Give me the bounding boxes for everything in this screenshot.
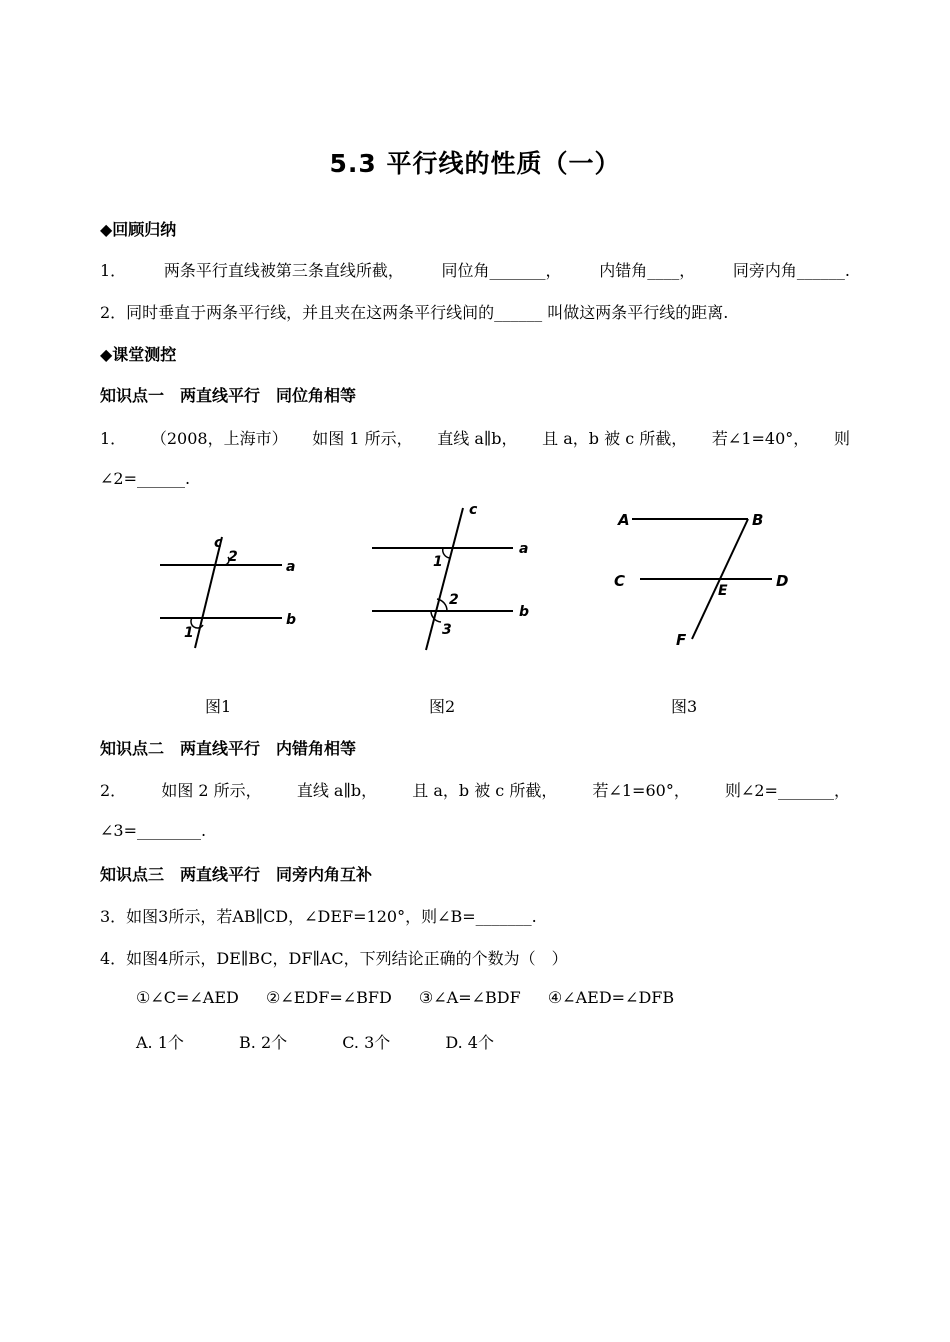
fig1-label-1: 1	[184, 625, 194, 641]
q4-choice-d: D. 4个	[445, 1033, 494, 1052]
q-part: 直线 a∥b，	[296, 781, 378, 800]
q4-statement: ④∠AED=∠DFB	[547, 988, 675, 1007]
class-question-1-line2: ∠2=______.	[100, 469, 191, 488]
q4-choice-c: C. 3个	[342, 1033, 391, 1052]
q-part: （2008，上海市）	[150, 429, 288, 448]
knowledge-point-2: 知识点二 两直线平行 内错角相等	[100, 739, 357, 758]
q1-part: 同旁内角______.	[732, 261, 850, 280]
q1-part: 同位角_______，	[441, 261, 562, 280]
page-title: 5.3 平行线的性质（一）	[329, 149, 621, 178]
knowledge-point-1: 知识点一 两直线平行 同位角相等	[100, 386, 357, 405]
q-part: 且 a，b 被 c 所截，	[412, 781, 558, 800]
q-part: 2．	[100, 781, 127, 800]
fig1-label-2: 2	[228, 549, 238, 565]
class-question-2-line2: ∠3=________.	[100, 821, 207, 840]
q1-part: 两条平行直线被第三条直线所截，	[163, 261, 404, 280]
q-part: 则	[833, 429, 850, 448]
fig1-label-c: c	[214, 535, 223, 551]
fig2-label-c: c	[469, 502, 478, 518]
review-question-2: 2．同时垂直于两条平行线，并且夹在这两条平行线间的______ 叫做这两条平行线的距离.	[100, 303, 729, 322]
fig2-label-b: b	[519, 604, 530, 620]
q1-prefix: 1．	[100, 261, 127, 280]
class-question-4: 4．如图4所示，DE∥BC，DF∥AC，下列结论正确的个数为（ ）	[100, 949, 568, 968]
q4-statement: ①∠C=∠AED	[136, 988, 239, 1007]
q4-statement: ③∠A=∠BDF	[418, 988, 521, 1007]
knowledge-point-3: 知识点三 两直线平行 同旁内角互补	[100, 865, 373, 884]
q4-statements	[136, 988, 696, 1007]
fig3-label-E: E	[718, 583, 728, 599]
section-heading-class: ◆课堂测控	[100, 345, 177, 364]
q4-choice-a: A. 1个	[136, 1033, 184, 1052]
fig3-label-C: C	[614, 572, 626, 590]
fig1-label-a: a	[286, 559, 296, 575]
review-question-1	[100, 258, 850, 281]
fig1-label-b: b	[286, 612, 297, 628]
q-part: 1．	[100, 429, 127, 448]
fig2-label-a: a	[519, 541, 529, 557]
figure-3-caption: 图3	[671, 697, 698, 716]
fig2-label-2: 2	[449, 592, 459, 608]
class-question-2	[100, 778, 850, 801]
fig2-label-1: 1	[433, 554, 443, 570]
fig3-label-F: F	[676, 631, 687, 649]
q-part: 且 a，b 被 c 所截，	[542, 429, 688, 448]
figure-1-caption: 图1	[205, 697, 232, 716]
fig2-label-3: 3	[442, 622, 452, 638]
q-part: 如图 2 所示，	[161, 781, 262, 800]
fig3-label-A: A	[618, 511, 630, 529]
section-heading-review: ◆回顾归纳	[100, 220, 177, 239]
q-part: 如图 1 所示，	[312, 429, 413, 448]
q-part: 若∠1=60°，	[592, 781, 690, 800]
class-question-1	[100, 426, 850, 449]
figure-3	[610, 505, 810, 650]
q-part: 则∠2=_______，	[724, 781, 850, 800]
class-question-3: 3．如图3所示，若AB∥CD，∠DEF=120°，则∠B=_______.	[100, 907, 537, 926]
fig3-label-D: D	[776, 572, 789, 590]
q1-part: 内错角____，	[599, 261, 696, 280]
q-part: 若∠1=40°，	[711, 429, 810, 448]
q4-statement: ②∠EDF=∠BFD	[265, 988, 392, 1007]
q4-choice-b: B. 2个	[239, 1033, 288, 1052]
q-part: 直线 a∥b，	[437, 429, 518, 448]
figure-2	[365, 500, 545, 655]
fig3-label-B: B	[752, 511, 764, 529]
figure-1	[150, 525, 310, 655]
q4-choices	[136, 1030, 544, 1053]
figure-2-caption: 图2	[429, 697, 456, 716]
